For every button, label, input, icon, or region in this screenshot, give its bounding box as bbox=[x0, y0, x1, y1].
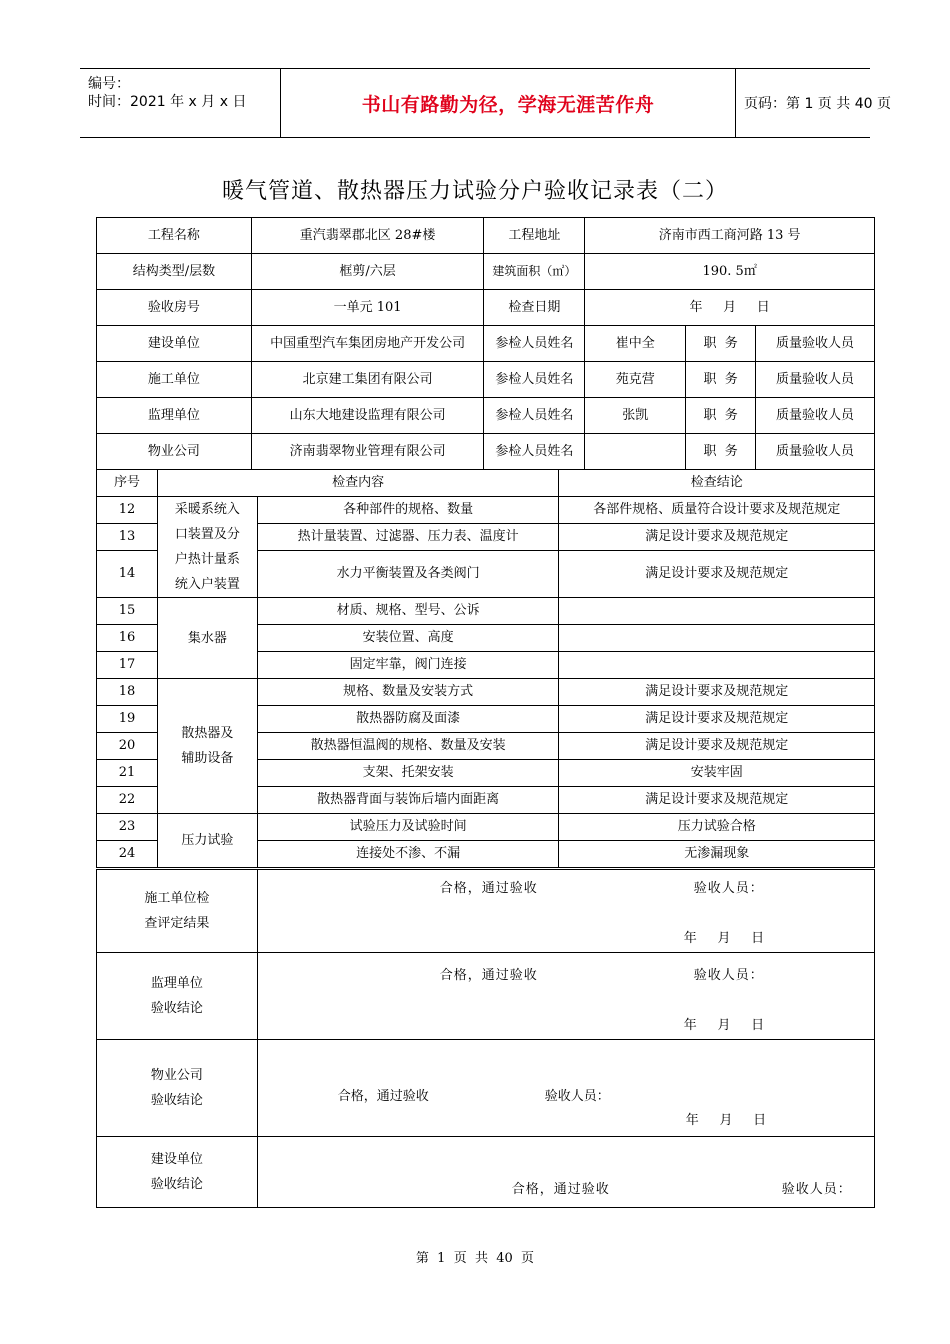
conclusion-label-line: 查评定结果 bbox=[144, 916, 210, 931]
party-staff: 崔中全 bbox=[585, 326, 686, 362]
room-label: 验收房号 bbox=[97, 290, 252, 326]
party-company: 中国重型汽车集团房地产开发公司 bbox=[251, 326, 484, 362]
group-name-line: 集水器 bbox=[187, 630, 227, 646]
row-content: 连接处不渗、不漏 bbox=[257, 841, 559, 868]
row-content: 各种部件的规格、数量 bbox=[257, 497, 559, 524]
party-role: 施工单位 bbox=[97, 362, 252, 398]
group-name bbox=[157, 679, 257, 814]
group-name-line: 散热器及 bbox=[181, 726, 234, 741]
group-name-line: 采暖系统入 bbox=[174, 502, 240, 517]
party-staff-label: 参检人员姓名 bbox=[484, 326, 585, 362]
conclusion-inspector: 验收人员： bbox=[693, 968, 764, 983]
row-result: 安装牢固 bbox=[559, 760, 875, 787]
party-duty: 质量验收人员 bbox=[756, 326, 875, 362]
party-staff: 张凯 bbox=[585, 398, 686, 434]
row-no: 24 bbox=[97, 841, 158, 868]
row-content: 热计量装置、过滤器、压力表、温度计 bbox=[257, 524, 559, 551]
group-name-line: 统入户装置 bbox=[174, 577, 240, 592]
conclusion-label bbox=[97, 1040, 258, 1137]
document-title: 暖气管道、散热器压力试验分户验收记录表（二） bbox=[221, 179, 728, 204]
checks-table bbox=[96, 469, 875, 868]
row-result bbox=[559, 598, 875, 625]
project-name-value: 重汽翡翠郡北区 28#楼 bbox=[251, 218, 484, 254]
conclusion-row bbox=[97, 1137, 875, 1208]
party-role: 监理单位 bbox=[97, 398, 252, 434]
row-content: 规格、数量及安装方式 bbox=[257, 679, 559, 706]
conclusion-label-line: 物业公司 bbox=[150, 1068, 203, 1083]
row-result: 满足设计要求及规范规定 bbox=[559, 787, 875, 814]
row-no: 23 bbox=[97, 814, 158, 841]
party-staff-label: 参检人员姓名 bbox=[484, 362, 585, 398]
row-content: 水力平衡装置及各类阀门 bbox=[257, 551, 559, 598]
row-no: 19 bbox=[97, 706, 158, 733]
row-no: 20 bbox=[97, 733, 158, 760]
row-result: 满足设计要求及规范规定 bbox=[559, 733, 875, 760]
conclusion-label-line: 施工单位检 bbox=[144, 891, 210, 906]
conclusion-label-line: 建设单位 bbox=[150, 1152, 203, 1167]
header-content: 检查内容 bbox=[157, 470, 558, 497]
row-content: 散热器背面与装饰后墙内面距离 bbox=[257, 787, 559, 814]
party-company: 北京建工集团有限公司 bbox=[251, 362, 484, 398]
room-value: 一单元 101 bbox=[251, 290, 484, 326]
conclusion-label-line: 验收结论 bbox=[150, 1001, 203, 1016]
conclusion-label bbox=[97, 953, 258, 1040]
area-label: 建筑面积（㎡） bbox=[484, 254, 585, 290]
row-no: 14 bbox=[97, 551, 158, 598]
row-content: 材质、规格、型号、公诉 bbox=[257, 598, 559, 625]
table-row bbox=[97, 598, 875, 625]
party-row bbox=[97, 398, 875, 434]
row-no: 15 bbox=[97, 598, 158, 625]
party-duty-label: 职 务 bbox=[686, 362, 756, 398]
row-no: 12 bbox=[97, 497, 158, 524]
row-content: 试验压力及试验时间 bbox=[257, 814, 559, 841]
conclusion-row bbox=[97, 1040, 875, 1137]
conclusion-body bbox=[257, 1040, 874, 1137]
structure-label: 结构类型/层数 bbox=[97, 254, 252, 290]
area-value: 190. 5㎡ bbox=[585, 254, 875, 290]
conclusion-result: 合格，通过验收 bbox=[511, 1182, 610, 1197]
row-content: 散热器恒温阀的规格、数量及安装 bbox=[257, 733, 559, 760]
address-value: 济南市西工商河路 13 号 bbox=[585, 218, 875, 254]
structure-value: 框剪/六层 bbox=[251, 254, 484, 290]
number-label: 编号： bbox=[88, 76, 130, 92]
conclusion-label-line: 验收结论 bbox=[150, 1177, 203, 1192]
conclusions-table bbox=[96, 869, 875, 1208]
conclusion-date: 年 月 日 bbox=[685, 1113, 767, 1128]
conclusion-body bbox=[257, 1137, 874, 1208]
conclusion-inspector: 验收人员： bbox=[544, 1089, 610, 1104]
conclusion-label-line: 监理单位 bbox=[150, 976, 203, 991]
conclusion-body bbox=[257, 953, 874, 1040]
row-result bbox=[559, 625, 875, 652]
conclusion-label bbox=[97, 870, 258, 953]
conclusion-date: 年 月 日 bbox=[683, 1018, 765, 1033]
party-staff: 苑克营 bbox=[585, 362, 686, 398]
row-no: 21 bbox=[97, 760, 158, 787]
row-content: 支架、托架安装 bbox=[257, 760, 559, 787]
party-duty: 质量验收人员 bbox=[756, 362, 875, 398]
motto: 书山有路勤为径，学海无涯苦作舟 bbox=[361, 93, 655, 116]
row-content: 散热器防腐及面漆 bbox=[257, 706, 559, 733]
time-label: 时间：2021 年 x 月 x 日 bbox=[88, 94, 247, 110]
party-row bbox=[97, 362, 875, 398]
party-duty-label: 职 务 bbox=[686, 326, 756, 362]
page-label: 页码：第 1 页 共 40 页 bbox=[744, 96, 891, 112]
group-name bbox=[157, 598, 257, 679]
conclusion-result: 合格，通过验收 bbox=[337, 1089, 429, 1104]
page-footer: 第 1 页 共 40 页 bbox=[415, 1251, 535, 1266]
info-table bbox=[96, 217, 875, 470]
party-role: 物业公司 bbox=[97, 434, 252, 470]
row-result: 压力试验合格 bbox=[559, 814, 875, 841]
date-label: 检查日期 bbox=[484, 290, 585, 326]
conclusion-inspector: 验收人员： bbox=[781, 1182, 852, 1197]
row-result bbox=[559, 652, 875, 679]
party-staff bbox=[585, 434, 686, 470]
conclusion-result: 合格，通过验收 bbox=[439, 968, 538, 983]
party-staff-label: 参检人员姓名 bbox=[484, 398, 585, 434]
group-name-line: 压力试验 bbox=[181, 833, 234, 848]
party-duty-label: 职 务 bbox=[686, 398, 756, 434]
row-no: 13 bbox=[97, 524, 158, 551]
conclusion-body bbox=[257, 870, 874, 953]
header-motto-cell bbox=[281, 69, 736, 137]
conclusion-label-line: 验收结论 bbox=[150, 1093, 203, 1108]
group-name-line: 辅助设备 bbox=[181, 751, 234, 766]
conclusion-inspector: 验收人员： bbox=[693, 881, 764, 896]
conclusion-result: 合格，通过验收 bbox=[439, 881, 538, 896]
group-name-line: 户热计量系 bbox=[174, 552, 240, 567]
row-content: 固定牢靠，阀门连接 bbox=[257, 652, 559, 679]
date-value: 年 月 日 bbox=[585, 290, 875, 326]
header-result: 检查结论 bbox=[559, 470, 875, 497]
conclusion-row bbox=[97, 953, 875, 1040]
table-row bbox=[97, 679, 875, 706]
project-name-label: 工程名称 bbox=[97, 218, 252, 254]
conclusion-date: 年 月 日 bbox=[683, 931, 765, 946]
party-company: 山东大地建设监理有限公司 bbox=[251, 398, 484, 434]
row-result: 无渗漏现象 bbox=[559, 841, 875, 868]
row-result: 满足设计要求及规范规定 bbox=[559, 524, 875, 551]
conclusion-label bbox=[97, 1137, 258, 1208]
header-page-cell bbox=[736, 69, 891, 137]
group-name-line: 口装置及分 bbox=[174, 527, 240, 542]
party-duty: 质量验收人员 bbox=[756, 434, 875, 470]
row-result: 满足设计要求及规范规定 bbox=[559, 706, 875, 733]
party-staff-label: 参检人员姓名 bbox=[484, 434, 585, 470]
row-result: 各部件规格、质量符合设计要求及规范规定 bbox=[559, 497, 875, 524]
row-result: 满足设计要求及规范规定 bbox=[559, 551, 875, 598]
checks-header-row bbox=[97, 470, 875, 497]
header-no: 序号 bbox=[97, 470, 158, 497]
group-name bbox=[157, 497, 257, 598]
party-company: 济南翡翠物业管理有限公司 bbox=[251, 434, 484, 470]
row-no: 16 bbox=[97, 625, 158, 652]
group-name bbox=[157, 814, 257, 868]
row-no: 18 bbox=[97, 679, 158, 706]
party-row bbox=[97, 326, 875, 362]
row-no: 17 bbox=[97, 652, 158, 679]
conclusion-row bbox=[97, 870, 875, 953]
party-role: 建设单位 bbox=[97, 326, 252, 362]
header-meta bbox=[80, 69, 281, 137]
party-row bbox=[97, 434, 875, 470]
table-row bbox=[97, 814, 875, 841]
row-content: 安装位置、高度 bbox=[257, 625, 559, 652]
row-no: 22 bbox=[97, 787, 158, 814]
row-result: 满足设计要求及规范规定 bbox=[559, 679, 875, 706]
party-duty-label: 职 务 bbox=[686, 434, 756, 470]
party-duty: 质量验收人员 bbox=[756, 398, 875, 434]
table-row bbox=[97, 497, 875, 524]
document-header bbox=[80, 68, 891, 138]
address-label: 工程地址 bbox=[484, 218, 585, 254]
